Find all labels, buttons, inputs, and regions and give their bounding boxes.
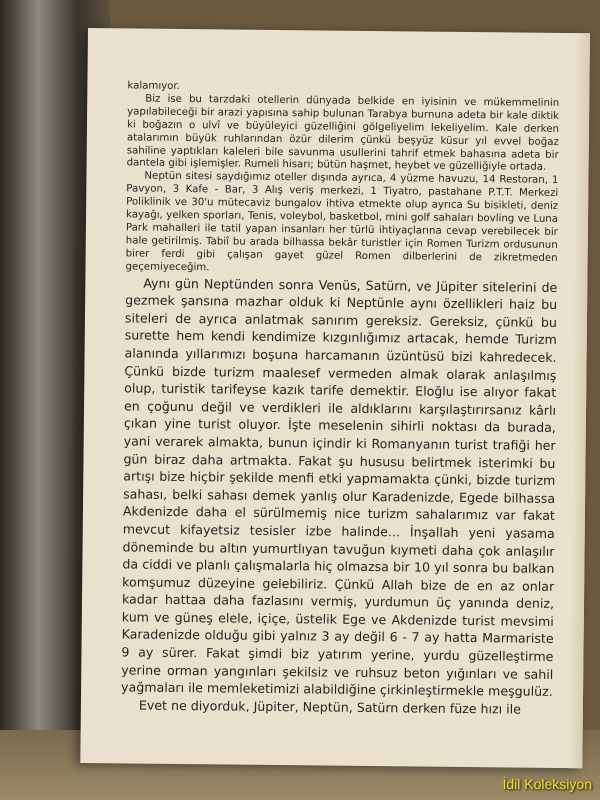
paragraph: Neptün sitesi saydığımız oteller dışında ayrıca, 4 yüzme havuzu, 14 Restoran, 1 Pavyon, 3 Kafe - Bar, 3 Alış veriş merkezi, 1 Tiyatro, pastahane P.T.T. Merkezi Poliklinik ve 30'u mütecaviz bungalov ihtiva etmekte olup ayrıca Su bisikleti, deniz kayağı, yelken sporları, Tenis, voleybol, basketbol, mini golf sahaları bovling ve Luna Park mahalleri ile tatil yapan insanları her türlü ihtiyaçlarına cevap verebilecek bir hale getirilmiş. Tabiî bu arada bilhassa bekâr turistler için Romen Turizm ordusunun birer ferdi gibi çalışan gayet güzel Romen dilberlerini de zikretmeden geçemiyeceğim. [125,170,559,273]
paragraph: Biz ise bu tarzdaki otellerin dünyada belkide en iyisinin ve mükemmelinin yapılabileceği bir arazi yapısına sahip bulunan Tarabya burnuna adeta bir kale diktik ki boğazın o ulvî ve büyüleyici güzelliğini gölgeliyelim lekeliyelim. Kale derken atalarımın büyük ruhlarından özür dilerim çünkü beşyüz küsur yıl evvel boğaz sahiline yaptıkları kaleleri bile savunma usullerini tahrif etmek bahasına adeta bir dantela gibi işlemişler. Rumeli hisarı; bütün haşmet, heybet ve güzelliğiyle ortada. [126,93,560,174]
paragraph: Aynı gün Neptünden sonra Venüs, Satürn, ve Jüpiter sitelerini de gezmek şansına mazhar olduk ki Neptünle aynı özellikleri haiz bu siteleri de ayrıca anlatmak sanırım gereksiz. Gereksiz, çünkü bu surette hem kendi kendimize kızgınlığımız artacak, hemde Turizm alanında yıllarımızı boşuna harcamanın üzüntüsü bizi kahredecek. Çünkü bizde turizm maalesef vermeden almak olarak anlaşılmış olup, turistik tarifeyse kazık tarife demektir. Eloğlu ise alıyor fakat en çoğunu değil ve verdikleri ile aldıklarını karşılaştırırsanız kârlı çıkan yine turist oluyor. İşte meselenin sihirli noktası da burada, yani verarek almakta, bunun içindir ki Romanyanın turist trafiği her gün biraz daha artmakta. Fakat şu hususu belirtmek isterimki bu artışı bize hiçbir şekilde menfi etki yapmamakta çünki, bizde turizm sahası, belki sahası demek yanlış olur Karadenizde, Egede bilhassa Akdenizde daha el sürülmemiş nice turizm sahalarımız var fakat mevcut kifayetsiz tesisler izbe halinde... İnşallah yeni yasama döneminde bu altın yumurtlıyan tavuğun kıymeti daha çok anlaşılır da ciddi ve planlı çalışmalarla hiç olmazsa bir 10 yıl sonra bu balkan komşumuz düzeyine gelebiliriz. Çünkü Allah bize de en az onlar kadar hattaa daha fazlasını vermiş, yurdumun üç yanında deniz, kum ve güneş elele, içiçe, üstelik Ege ve Akdenizde turist mevsimi Karadenizde olduğu gibi yalnız 3 ay değil 6 - 7 ay hatta Marmariste 9 ay sürer. Fakat şimdi biz yatırım yerine, yurdu güzelleştirme yerine orman yangınları şekilsiz ve ruhsuz beton yığınları ve sahil yağmaları ile memleketimizi alabildiğine çirkinleştirmekle meşgulüz. [121,275,558,700]
page-edge [568,33,590,768]
paragraph: Evet ne diyorduk, Jüpiter, Neptün, Satürn derken füze hızı ile [138,697,522,717]
paragraph: kalamıyor. [127,80,180,92]
book-page [80,28,590,768]
page-text [121,80,560,718]
watermark: İdil Koleksiyon [502,776,592,792]
